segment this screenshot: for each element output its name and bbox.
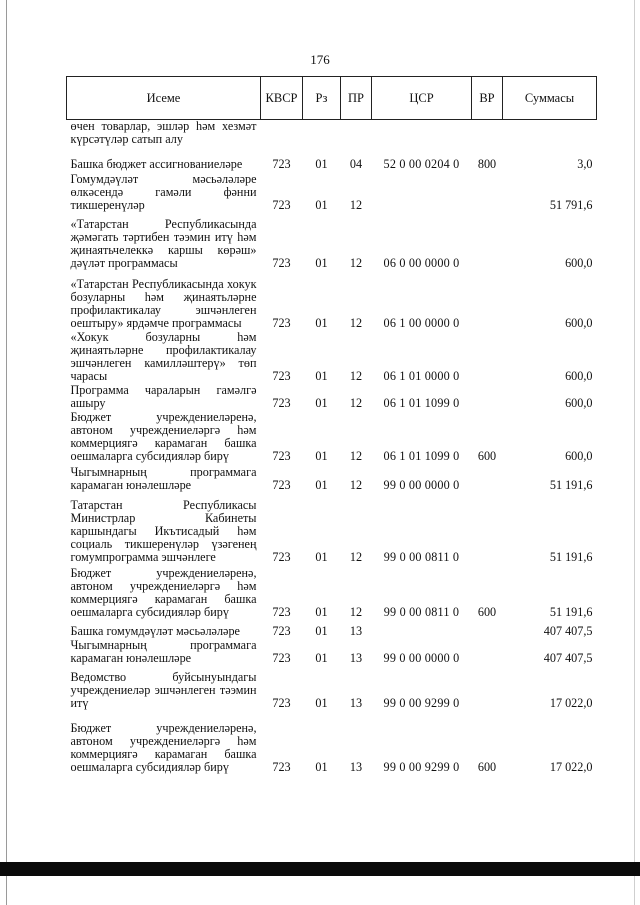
scan-bottom-band [0,862,640,876]
table-row [67,120,597,152]
cell-kvsr: 723 [272,695,291,710]
cell-name: Татарстан Республикасы Министрлар Кабинеты каршындагы Икътисадый һәм социаль тикшеренүләр үзәгенең гомумпрограмма эшчәнлеге [70,497,257,564]
cell-name: Программа чараларын гамәлгә ашыру [70,382,257,410]
cell-vr [472,620,503,639]
cell-csr: 99 0 00 9299 0 [383,695,460,710]
table-row [67,331,597,384]
cell-sum: 407 407,5 [543,650,593,665]
header-vr: ВР [472,77,503,120]
cell-kvsr: 723 [272,315,291,330]
cell-kvsr: 723 [272,477,291,492]
cell-csr: 99 0 00 0811 0 [383,604,460,619]
header-kvsr: КВСР [261,77,303,120]
cell-csr: 52 0 00 0204 0 [383,156,460,171]
cell-name: Гомумдәүләт мәсьәләләре өлкәсендә гамәли фәнни тикшеренүләр [70,171,257,212]
cell-csr [372,120,472,152]
cell-name: өчен товарлар, эшләр һәм хезмәт күрсәтүләр сатып алу [70,119,257,146]
cell-vr [472,172,503,213]
cell-name: Бюджет учреждениеләренә, автоном учреждениеләргә һәм коммерциягә карамаган башка оешмаларга субсидияләр бирү [70,565,257,619]
cell-rz: 01 [315,623,328,638]
table-row [67,620,597,639]
cell-pr: 13 [349,650,363,665]
table-row [67,464,597,493]
cell-vr: 600 [477,604,497,619]
cell-rz: 01 [315,604,328,619]
cell-kvsr: 723 [272,549,291,564]
cell-vr: 600 [477,759,497,774]
table-row [67,666,597,711]
cell-pr: 13 [349,759,363,774]
budget-table [66,76,597,775]
cell-name: Бюджет учреждениеләренә, автоном учреждениеләргә һәм коммерциягә карамаган башка оешмаларга субсидияләр бирү [70,720,257,774]
cell-pr: 12 [349,604,363,619]
cell-rz: 01 [315,759,328,774]
cell-name: Чыгымнарның программага карамаган юнәлешләре [70,637,257,665]
page-number: 176 [310,52,330,67]
cell-vr [472,331,503,384]
cell-kvsr: 723 [272,156,291,171]
cell-vr [472,120,503,152]
cell-csr: 06 1 01 1099 0 [383,395,460,410]
cell-pr: 04 [349,156,363,171]
cell-sum: 600,0 [565,315,593,330]
cell-rz: 01 [315,650,328,665]
cell-name: «Татарстан Республикасында хокук бозуларны һәм җинаятьләрне профилактикалау эшчәнлеген оештыру» ярдәмче программасы [70,276,257,330]
cell-sum [503,120,597,152]
cell-pr: 13 [349,695,363,710]
cell-pr: 12 [349,255,363,270]
cell-name: «Татарстан Республикасында җәмәгать тәртибен тәэмин итү һәм җинаятьчелеккә каршы көрәш» дәүләт программасы [70,216,257,270]
cell-name: Бюджет учреждениеләренә, автоном учреждениеләргә һәм коммерциягә карамаган башка оешмаларга субсидияләр бирү [70,409,257,463]
cell-sum: 17 022,0 [549,759,593,774]
table-row [67,384,597,411]
cell-rz: 01 [315,448,328,463]
table-body [67,120,597,775]
cell-rz: 01 [315,197,328,212]
header-csr: ЦСР [372,77,472,120]
cell-sum: 407 407,5 [543,623,593,638]
cell-sum: 600,0 [565,395,593,410]
cell-sum: 51 791,6 [549,197,593,212]
cell-csr: 99 0 00 0811 0 [383,549,460,564]
cell-rz: 01 [315,395,328,410]
cell-sum: 51 191,6 [549,549,593,564]
cell-kvsr: 723 [272,368,291,383]
cell-rz: 01 [315,477,328,492]
cell-name: Башка гомумдәүләт мәсьәләләре [70,623,240,638]
cell-kvsr: 723 [272,197,291,212]
cell-name: Башка бюджет ассигнованиеләре [70,156,243,171]
header-name: Исеме [67,77,261,120]
cell-pr [341,120,372,152]
cell-sum: 3,0 [577,156,593,171]
cell-pr: 12 [349,368,363,383]
cell-vr [472,666,503,711]
header-pr: ПР [341,77,372,120]
cell-pr: 13 [349,623,363,638]
table-row [67,172,597,213]
cell-sum: 600,0 [565,448,593,463]
table-row [67,565,597,620]
cell-sum: 51 191,6 [549,604,593,619]
page-left-edge [6,0,7,905]
header-sum: Суммасы [503,77,597,120]
page-right-edge [634,0,635,905]
cell-kvsr: 723 [272,255,291,270]
table-row [67,271,597,331]
table-row [67,711,597,775]
cell-csr [372,620,472,639]
cell-vr: 800 [477,156,497,171]
cell-rz: 01 [315,255,328,270]
cell-vr: 600 [477,448,497,463]
table-row [67,639,597,666]
cell-kvsr: 723 [272,623,291,638]
cell-kvsr: 723 [272,395,291,410]
cell-sum: 51 191,6 [549,477,593,492]
cell-pr: 12 [349,477,363,492]
cell-kvsr: 723 [272,759,291,774]
cell-rz: 01 [315,156,328,171]
cell-csr: 06 1 01 1099 0 [383,448,460,463]
cell-pr: 12 [349,315,363,330]
cell-pr: 12 [349,549,363,564]
cell-rz: 01 [315,549,328,564]
cell-csr: 06 1 01 0000 0 [383,368,460,383]
cell-name: Ведомство буйсынуындагы учреждениеләр эшчәнлеген тәэмин итү [70,669,257,710]
cell-sum: 17 022,0 [549,695,593,710]
cell-kvsr: 723 [272,604,291,619]
cell-vr [472,464,503,493]
cell-rz: 01 [315,695,328,710]
table-row [67,213,597,271]
cell-csr: 99 0 00 0000 0 [383,477,460,492]
cell-name: Чыгымнарның программага карамаган юнәлешләре [70,464,257,492]
table-row [67,152,597,172]
cell-kvsr: 723 [272,448,291,463]
cell-vr [472,384,503,411]
cell-rz [303,120,341,152]
cell-pr: 12 [349,448,363,463]
cell-csr: 06 0 00 0000 0 [383,255,460,270]
cell-csr: 99 0 00 9299 0 [383,759,460,774]
cell-vr [472,493,503,565]
cell-vr [472,639,503,666]
cell-rz: 01 [315,315,328,330]
cell-sum: 600,0 [565,255,593,270]
cell-vr [472,213,503,271]
cell-csr: 99 0 00 0000 0 [383,650,460,665]
cell-pr: 12 [349,395,363,410]
cell-sum: 600,0 [565,368,593,383]
table-header [67,77,597,120]
cell-pr: 12 [349,197,363,212]
cell-rz: 01 [315,368,328,383]
cell-name: «Хокук бозуларны һәм җинаятьләрне профилактикалау эшчәнлеген камилләштерү» төп чарасы [70,329,257,383]
cell-kvsr: 723 [272,650,291,665]
cell-csr: 06 1 00 0000 0 [383,315,460,330]
cell-csr [372,172,472,213]
cell-kvsr [261,120,303,152]
table-row [67,411,597,464]
header-rz: Рз [303,77,341,120]
cell-vr [472,271,503,331]
table-row [67,493,597,565]
